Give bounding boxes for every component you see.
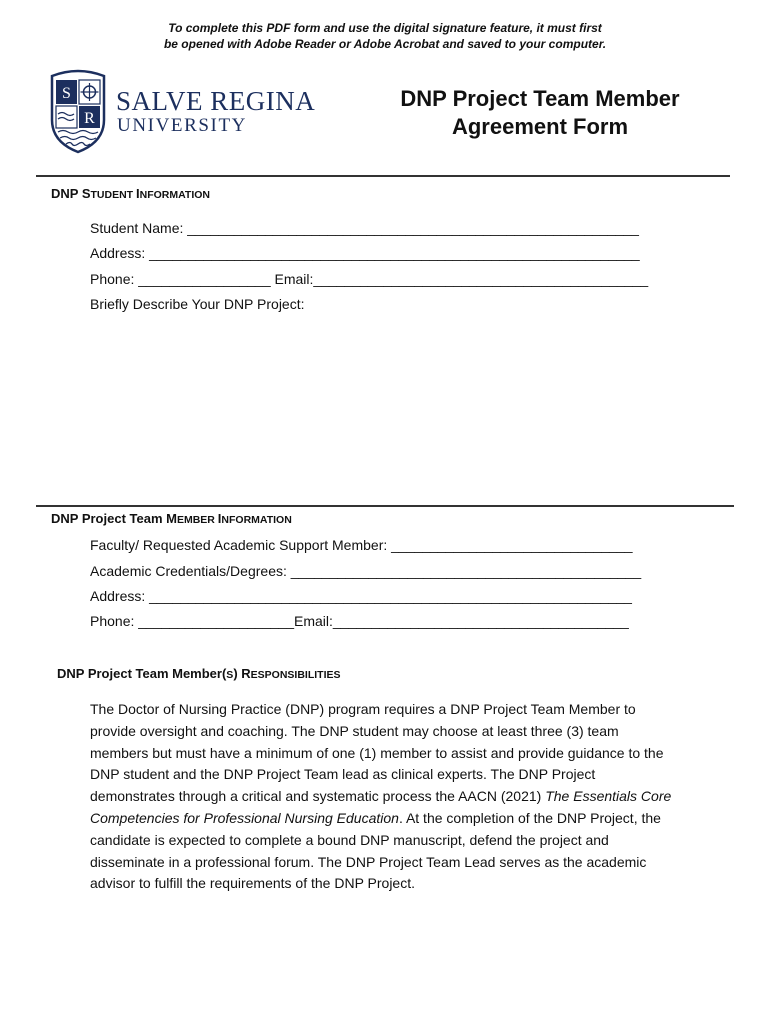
- faculty-member-field[interactable]: Faculty/ Requested Academic Support Member: _______________________________: [90, 537, 633, 553]
- pdf-notice-line-2: be opened with Adobe Reader or Adobe Acrobat and saved to your computer.: [163, 37, 607, 51]
- member-section-heading: DNP Project Team MEMBER INFORMATION: [51, 511, 292, 526]
- student-phone-email-field[interactable]: Phone: _________________ Email:___________________________________________: [90, 271, 649, 287]
- form-title-line-2: Agreement Form: [451, 114, 629, 139]
- member-address-field[interactable]: Address: ______________________________________________________________: [90, 588, 632, 604]
- form-title: [370, 85, 710, 141]
- svg-text:S: S: [62, 85, 71, 102]
- logo-name-line-1: SALVE REGINA: [116, 86, 316, 116]
- section-divider: [36, 175, 730, 177]
- university-logo: [46, 68, 326, 154]
- responsibilities-paragraph: The Doctor of Nursing Practice (DNP) program requires a DNP Project Team Member to provide oversight and coaching. The DNP student may choose at least three (3) team members but must have a minimum of one (1) member to assist and provide guidance to the DNP student and the DNP Project Team lead as clinical experts. The DNP Project demonstrates through a critical and systematic process the AACN (2021) The Essentials Core Competencies for Professional Nursing Education. At the completion of the DNP Project, the candidate is expected to complete a bound DNP manuscript, defend the project and disseminate in a professional forum. The DNP Project Team Lead serves as the academic advisor to fulfill the requirements of the DNP Project.: [90, 701, 672, 892]
- pdf-notice-line-1: To complete this PDF form and use the digital signature feature, it must first: [168, 21, 602, 35]
- member-phone-email-field[interactable]: Phone: ____________________Email:______________________________________: [90, 613, 629, 629]
- student-section-heading: DNP STUDENT INFORMATION: [51, 186, 211, 201]
- section-divider: [36, 505, 734, 507]
- shield-crest-icon: [46, 68, 110, 154]
- student-address-field[interactable]: Address: _______________________________________________________________: [90, 245, 640, 261]
- svg-text:R: R: [84, 110, 95, 127]
- logo-name-line-2: UNIVERSITY: [117, 115, 247, 136]
- project-description-label: Briefly Describe Your DNP Project:: [90, 296, 305, 312]
- academic-credentials-field[interactable]: Academic Credentials/Degrees: _____________________________________________: [90, 563, 642, 579]
- pdf-notice: [0, 20, 770, 52]
- form-title-line-1: DNP Project Team Member: [400, 86, 680, 111]
- student-name-field[interactable]: Student Name: __________________________________________________________: [90, 220, 639, 236]
- responsibilities-heading: DNP Project Team Member(S) RESPONSIBILITIES: [57, 666, 341, 681]
